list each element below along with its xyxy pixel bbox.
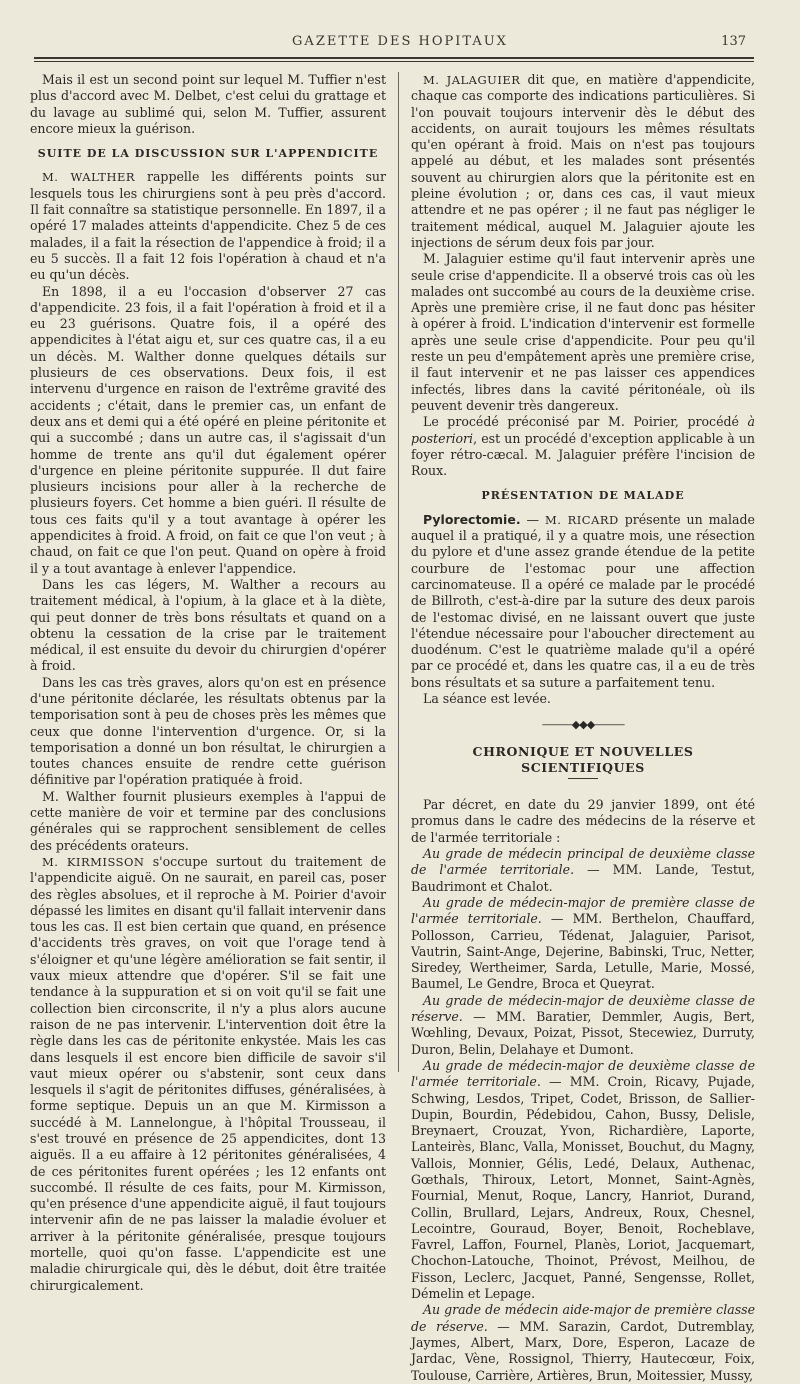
speaker-name: M. RICARD [545, 512, 619, 527]
paragraph [411, 414, 755, 479]
grade-entry [411, 846, 755, 895]
grade-names: — MM. Croin, Ricavy, Pujade, Schwing, Lesdos, Tripet, Codet, Brisson, de Sallier-Dupin, Bourdin, Pédebidou, Cahon, Bussy, Delisle, Breynaert, Crouzat, Yvon, Richardière, Laporte, Lanteirès, Blanc, Valla, Monisset, Bouchut, du Magny, Vallois, Monnier, Gélis, Ledé, Delaux, Authenac, Gœthals, Thiroux, Letort, Monnet, Saint-Agnès, Fournial, Menut, Roque, Lancry, Hanriot, Durand, Collin, Brullard, Lejars, Andreux, Roux, Chesnel, Lecointre, Gouraud, Boyer, Benoit, Rocheblave, Favrel, Laffon, Fournel, Planès, Loriot, Jacquemart, Chochon-Latouche, Thoinot, Prévost, Meilhou, de Fisson, Leclerc, Jacquet, Panné, Sengensse, Rollet, Démelin et Lepage. [411, 1074, 755, 1302]
page-number: 137 [721, 34, 746, 49]
paragraph [411, 512, 755, 691]
right-column [411, 72, 755, 1384]
paragraph: M. Jalaguier estime qu'il faut intervenir après une seule crise d'appendicite. Il a observé trois cas où les malades ont succombé au cours de la deuxième crise. Après une première crise, il ne faut donc pas hésiter à opérer à froid. L'indication d'intervenir est formelle après une seule crise d'appendicite. Pour peu qu'il reste un peu d'empâtement après une première crise, il faut intervenir et ne pas laisser ces appendices infectés, libres dans la cavité péritonéale, où ils peuvent devenir très dangereux. [411, 251, 755, 413]
grade-title: Au grade de médecin principal de deuxième classe de l'armée territoriale. [411, 846, 755, 878]
grade-entry [411, 895, 755, 993]
grade-names: — MM. Baratier, Demmler, Augis, Bert, Wœhling, Devaux, Poizat, Pissot, Stecewiez, Durruty, Duron, Belin, Delahaye et Dumont. [411, 1009, 755, 1057]
run-in-title: Pylorectomie. [423, 511, 521, 527]
running-title: GAZETTE DES HOPITAUX [292, 34, 508, 49]
grade-names: — MM. Lande, Testut, Baudrimont et Chalot. [411, 862, 755, 894]
grade-title: Au grade de médecin aide-major de première classe de réserve. [411, 1302, 755, 1334]
paragraph: Dans les cas légers, M. Walther a recours au traitement médical, à l'opium, à la glace et à la diète, qui peut donner de très bons résultats et quand on a obtenu la cessation de la crise par le traitement médical, il est ensuite du devoir du chirurgien d'opérer à froid. [30, 576, 386, 674]
paragraph-text: , est un procédé d'exception applicable à un foyer rétro-cæcal. M. Jalaguier préfère l'incision de Roux. [411, 430, 755, 479]
header-rule-thin [34, 61, 754, 62]
paragraph-text: dit que, en matière d'appendicite, chaque cas comporte des indications particulières. Si l'on pouvait toujours intervenir dès le début des accidents, on aurait toujours les mêmes résultats qu'en opérant à froid. Mais on n'est pas toujours appelé au début, et les malades sont présentés souvent au chirurgien alors que la péritonite est en pleine évolution ; or, dans ces cas, il vaut mieux attendre et ne pas opérer ; il ne faut pas négliger le traitement médical, auquel M. Jalaguier ajoute les injections de sérum deux fois par jour. [411, 72, 755, 250]
paragraph [30, 169, 386, 283]
paragraph [411, 72, 755, 251]
paragraph-text: présente un malade auquel il a pratiqué, il y a quatre mois, une résection du pylore et d'une assez grande étendue de la petite courbure de l'estomac pour une affection carcinomateuse. Il a opéré ce malade par le procédé de Billroth, c'est-à-dire par la suture des deux parois de l'estomac divisé, en ne laissant ouvert que juste l'étendue nécessaire pour l'aboucher directement au duodénum. C'est le quatrième malade qu'il a opéré par ce procédé et, dans les quatre cas, il a eu de très bons résultats et sa suture a parfaitement tenu. [411, 511, 755, 690]
grade-entry [411, 1302, 755, 1383]
grade-entry [411, 993, 755, 1058]
speaker-name: M. JALAGUIER [423, 73, 521, 87]
heading-underline [568, 778, 598, 779]
grade-names: — MM. Sarazin, Cardot, Dutremblay, Jaymes, Albert, Marx, Dore, Esperon, Lacaze de Jardac, Vène, Rossignol, Thierry, Hautecœur, Foix, Toulouse, Carrière, Artières, Brun, Moitessier, Mussy, [411, 1318, 755, 1383]
paragraph: Par décret, en date du 29 janvier 1899, ont été promus dans le cadre des médecins de la réserve et de l'armée territoriale : [411, 797, 755, 845]
grade-title: Au grade de médecin-major de première classe de l'armée territoriale. [411, 894, 755, 927]
paragraph: Mais il est un second point sur lequel M. Tuffier n'est plus d'accord avec M. Delbet, c'est celui du grattage et du lavage au sublimé qui, selon M. Tuffier, assurent encore mieux la guérison. [30, 72, 386, 136]
grade-names: — MM. Berthelon, Chauffard, Pollosson, Carrieu, Tédenat, Jalaguier, Parisot, Vautrin, Saint-Ange, Dejerine, Babinski, Truc, Netter, Siredey, Wertheimer, Sarda, Letulle, Marie, Mossé, Baumel, Le Gendre, Broca et Queyrat. [411, 911, 755, 992]
section-heading-chronique: CHRONIQUE ET NOUVELLES SCIENTIFIQUES [472, 743, 694, 775]
section-heading-presentation: PRÉSENTATION DE MALADE [481, 489, 685, 503]
grade-title: Au grade de médecin-major de deuxième classe de réserve. [411, 992, 755, 1025]
grade-title: Au grade de médecin-major de deuxième classe de l'armée territoriale. [411, 1057, 755, 1090]
header-rule [34, 57, 754, 59]
paragraph-text: Le procédé préconisé par M. Poirier, procédé [423, 414, 748, 430]
section-flourish: ———◆◆◆——— [541, 718, 625, 732]
paragraph: La séance est levée. [423, 690, 551, 706]
paragraph [30, 854, 386, 1294]
speaker-name: M. KIRMISSON [42, 854, 145, 869]
grade-entry [411, 1058, 755, 1302]
paragraph: En 1898, il a eu l'occasion d'observer 27 cas d'appendicite. 23 fois, il a fait l'opération à froid et il a eu 23 guérisons. Quatre fois, il a opéré des appendicites à l'état aigu et, sur ces quatre cas, il a eu un décès. M. Walther donne quelques détails sur plusieurs de ces observations. Deux fois, il est intervenu d'urgence en raison de l'extrême gravité des accidents ; c'était, dans le premier cas, un enfant de deux ans et demi qui a été opéré en pleine péritonite et qui a succombé ; dans un autre cas, il s'agissait d'un homme de trente ans qu'il dut également opérer d'urgence en pleine péritonite suppurée. Il dut faire plusieurs incisions pour aller à la recherche de plusieurs foyers. Cet homme a bien guéri. Il résulte de tous ces faits qu'il y a tout avantage à opérer les appendicites à froid. A froid, on fait ce que l'on veut ; à chaud, on fait ce que l'on peut. Quand on opère à froid il y a tout avantage à enlever l'appendice. [30, 283, 386, 576]
section-heading-suite: SUITE DE LA DISCUSSION SUR L'APPENDICITE [37, 147, 379, 161]
paragraph-text: s'occupe surtout du traitement de l'appendicite aiguë. On ne saurait, en pareil cas, poser des règles absolues, et il reproche à M. Poirier d'avoir dépassé les limites en disant qu'il fallait intervenir dans tous les cas. Il est bien certain que quand, en présence d'accidents très graves, on voit que l'orage tend à s'éloigner et qu'une légère amélioration se fait sentir, il vaux mieux attendre que d'opérer. S'il se fait une tendance à la suppuration et si on voit qu'il se fait une collection bien circonscrite, il n'y a plus alors aucune raison de ne pas intervenir. L'intervention doit être la règle dans les cas de péritonite enkystée. Mais les cas dans lesquels il est encore bien difficile de savoir s'il vaut mieux opérer ou s'abstenir, sont ceux dans lesquels il s'agit de péritonites diffuses, généralisées, à forme septique. Depuis un an que M. Kirmisson a succédé à M. Lannelongue, à l'hôpital Trousseau, il s'est trouvé en présence de 25 appendicites, dont 13 aiguës. Il a eu affaire à 12 péritonites généralisées, 4 de ces péritonites furent opérées ; les 12 enfants ont succombé. Il résulte de ces faits, pour M. Kirmisson, qu'en présence d'une appendicite aiguë, il faut toujours intervenir afin de ne pas laisser la maladie évoluer et arriver à la péritonite généralisée, presque toujours mortelle, quoi qu'on fasse. L'appendicite est une maladie chirurgicale qui, dès le début, doit être traitée chirurgicalement. [30, 853, 386, 1293]
column-divider [398, 72, 399, 1072]
paragraph: M. Walther fournit plusieurs exemples à l'appui de cette manière de voir et termine par des conclusions générales qui se rapprochent sensiblement de celles des précédents orateurs. [30, 788, 386, 853]
speaker-name: M. WALTHER [42, 170, 136, 185]
left-column [30, 72, 386, 1294]
dash: — [520, 511, 546, 527]
paragraph: Dans les cas très graves, alors qu'on est en présence d'une péritonite déclarée, les résultats obtenus par la temporisation sont à peu de choses près les mêmes que ceux que donne l'intervention d'urgence. Or, si la temporisation a donné un bon résultat, le chirurgien a toutes chances ensuite de rendre cette guérison définitive par l'opération pratiquée à froid. [30, 674, 386, 788]
paragraph-text: rappelle les différents points sur lesquels tous les chirurgiens sont à peu près d'accord. Il fait connaître sa statistique personnelle. En 1897, il a opéré 17 malades atteints d'appendicite. Chez 5 de ces malades, il a fait la résection de l'appendice à froid; il a eu 5 succès. Il a fait 12 fois l'opération à chaud et n'a eu qu'un décès. [30, 169, 386, 283]
page-header [0, 34, 800, 56]
italic-term: à posteriori [411, 414, 755, 446]
